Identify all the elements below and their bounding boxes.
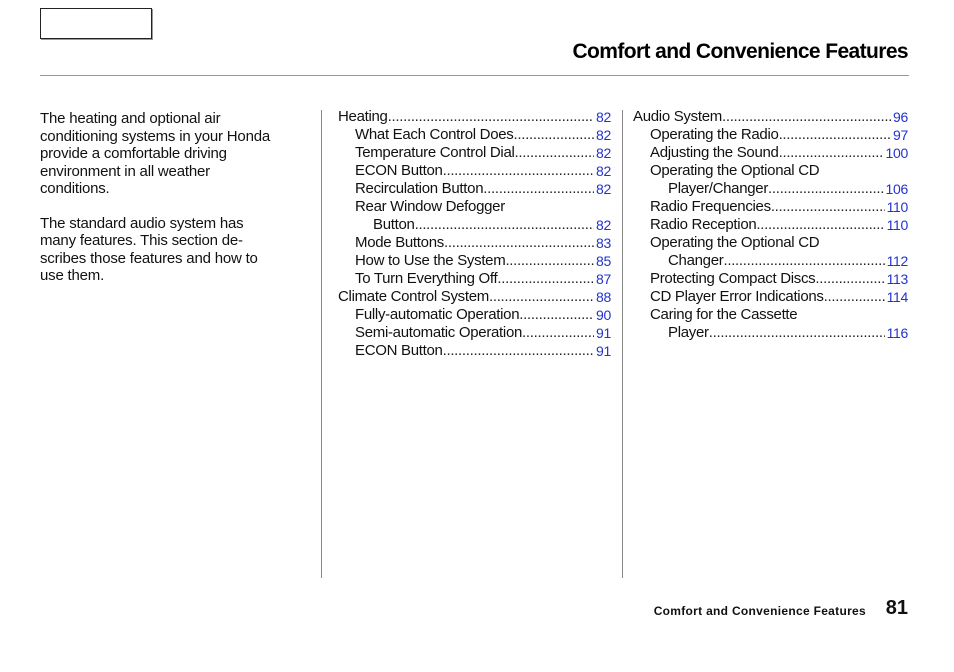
intro-line: many features. This section de- (40, 232, 243, 249)
toc-entry[interactable] (338, 342, 611, 360)
toc-page-link[interactable]: 82 (596, 217, 611, 233)
toc-entry[interactable] (633, 180, 908, 198)
toc-entry-label: What Each Control Does (355, 126, 514, 143)
toc-entry[interactable] (338, 234, 611, 252)
toc-leader-dots (513, 126, 594, 144)
toc-entry[interactable] (338, 162, 611, 180)
toc-entry[interactable] (633, 288, 908, 306)
toc-entry-label: How to Use the System (355, 252, 506, 269)
toc-entry[interactable] (338, 180, 611, 198)
intro-line: scribes those features and how to (40, 249, 258, 267)
toc-leader-dots (723, 252, 884, 270)
toc-entry[interactable] (633, 198, 908, 216)
intro-line: environment in all weather (40, 162, 210, 180)
toc-entry-label: Temperature Control Dial (355, 144, 515, 161)
toc-page-link[interactable]: 82 (596, 181, 611, 197)
toc-entry-label: Radio Frequencies (650, 198, 771, 215)
intro-paragraph-1 (40, 110, 312, 198)
toc-page-link[interactable]: 82 (596, 109, 611, 125)
intro-line: provide a comfortable driving (40, 145, 227, 162)
toc-entry[interactable] (633, 216, 908, 234)
toc-entry[interactable] (338, 126, 611, 144)
toc-entry-label: Heating (338, 108, 388, 125)
toc-page-link[interactable]: 106 (885, 181, 908, 197)
toc-entry-heading: Caring for the Cassette (650, 306, 798, 323)
toc-entry-label: Adjusting the Sound (650, 144, 779, 161)
toc-leader-dots (779, 144, 884, 162)
header-divider (40, 75, 909, 76)
toc-page-link[interactable]: 114 (886, 289, 908, 305)
toc-leader-dots (768, 180, 884, 198)
toc-entry[interactable] (338, 270, 611, 288)
toc-leader-dots (722, 108, 891, 126)
toc-page-link[interactable]: 91 (596, 325, 611, 341)
toc-page-link[interactable]: 116 (886, 325, 908, 341)
toc-heating-climate (338, 108, 611, 360)
toc-entry[interactable] (633, 144, 908, 162)
toc-entry-label: Button (373, 216, 415, 233)
toc-entry[interactable] (338, 306, 611, 324)
column-divider-right (622, 110, 623, 578)
intro-line: The heating and optional air (40, 110, 221, 127)
toc-page-link[interactable]: 82 (596, 127, 611, 143)
toc-entry-label: ECON Button (355, 162, 443, 179)
toc-page-link[interactable]: 87 (596, 271, 611, 287)
toc-entry[interactable] (633, 126, 908, 144)
toc-leader-dots (779, 126, 891, 144)
toc-leader-dots (444, 234, 594, 252)
page-number: 81 (885, 597, 908, 619)
toc-entry[interactable] (338, 252, 611, 270)
toc-entry-heading: Rear Window Defogger (355, 198, 505, 215)
toc-leader-dots (771, 198, 885, 216)
toc-page-link[interactable]: 110 (886, 217, 908, 233)
toc-page-link[interactable]: 82 (596, 163, 611, 179)
toc-entry[interactable] (633, 108, 908, 126)
toc-leader-dots (824, 288, 885, 306)
toc-entry-label: Radio Reception (650, 216, 757, 233)
toc-page-link[interactable]: 85 (596, 253, 611, 269)
toc-entry[interactable] (633, 324, 908, 342)
toc-entry-label: Player (668, 324, 709, 341)
toc-leader-dots (443, 162, 594, 180)
toc-leader-dots (815, 270, 884, 288)
toc-entry[interactable] (338, 216, 611, 234)
intro-line: The standard audio system has (40, 214, 244, 232)
toc-entry-label: Audio System (633, 108, 722, 125)
toc-entry-label: To Turn Everything Off (355, 270, 498, 287)
toc-page-link[interactable]: 100 (885, 145, 908, 161)
toc-leader-dots (415, 216, 594, 234)
toc-entry-label: CD Player Error Indications (650, 288, 824, 305)
footer-section-label: Comfort and Convenience Features (653, 604, 866, 618)
toc-leader-dots (519, 306, 594, 324)
toc-page-link[interactable]: 97 (893, 127, 908, 143)
toc-leader-dots (505, 252, 594, 270)
toc-page-link[interactable]: 112 (886, 253, 908, 269)
column-divider-left (321, 110, 322, 578)
toc-entry[interactable] (338, 288, 611, 306)
toc-entry[interactable] (338, 108, 611, 126)
toc-leader-dots (443, 342, 594, 360)
toc-page-link[interactable]: 96 (893, 109, 908, 125)
intro-line: conditioning systems in your Honda (40, 127, 270, 145)
toc-entry-label: Fully-automatic Operation (355, 306, 520, 323)
toc-entry[interactable] (338, 324, 611, 342)
toc-page-link[interactable]: 110 (886, 199, 908, 215)
toc-page-link[interactable]: 82 (596, 145, 611, 161)
toc-entry-label: Recirculation Button (355, 180, 484, 197)
toc-page-link[interactable]: 88 (596, 289, 611, 305)
toc-leader-dots (489, 288, 594, 306)
toc-entry-label: Player/Changer (668, 180, 769, 197)
toc-entry[interactable] (633, 252, 908, 270)
toc-entry-heading: Operating the Optional CD (650, 162, 820, 179)
toc-leader-dots (515, 144, 594, 162)
toc-entry-label: ECON Button (355, 342, 443, 359)
toc-leader-dots (483, 180, 594, 198)
toc-page-link[interactable]: 83 (596, 235, 611, 251)
toc-leader-dots (709, 324, 885, 342)
intro-line: conditions. (40, 180, 110, 197)
toc-page-link[interactable]: 113 (886, 271, 908, 287)
toc-entry-label: Changer (668, 252, 724, 269)
toc-entry-label: Operating the Radio (650, 126, 779, 143)
toc-entry-label: Protecting Compact Discs (650, 270, 816, 287)
toc-entry-label: Climate Control System (338, 288, 489, 305)
intro-line: use them. (40, 267, 105, 284)
toc-entry-label: Mode Buttons (355, 234, 444, 251)
toc-page-link[interactable]: 90 (596, 307, 611, 323)
toc-leader-dots (522, 324, 594, 342)
toc-entry[interactable] (338, 144, 611, 162)
toc-leader-dots (497, 270, 594, 288)
page-title: Comfort and Convenience Features (572, 40, 908, 63)
toc-page-link[interactable]: 91 (596, 343, 611, 359)
toc-leader-dots (756, 216, 884, 234)
intro-paragraph-2 (40, 215, 312, 285)
toc-entry-heading: Operating the Optional CD (650, 234, 820, 251)
toc-entry-label: Semi-automatic Operation (355, 324, 523, 341)
section-tab-box (40, 8, 152, 39)
toc-audio (633, 108, 908, 342)
toc-entry[interactable] (633, 270, 908, 288)
toc-leader-dots (388, 108, 594, 126)
intro-text (40, 110, 312, 302)
